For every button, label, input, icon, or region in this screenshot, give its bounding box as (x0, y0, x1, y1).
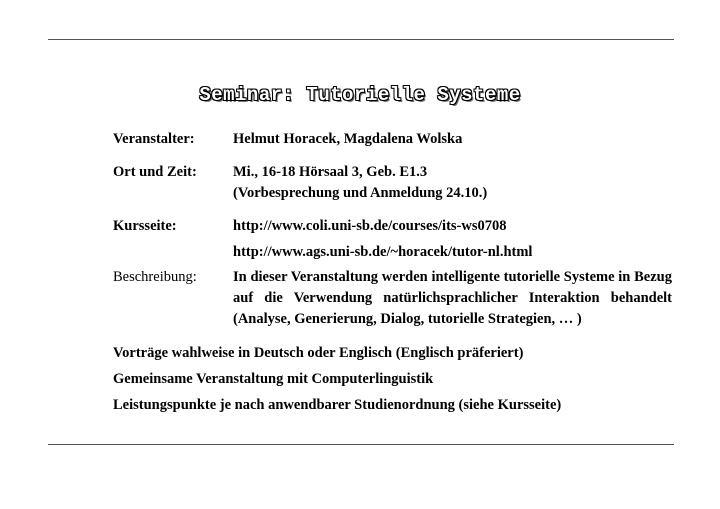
veranstalter-label: Veranstalter: (113, 131, 195, 147)
beschreibung-text: In dieser Veranstaltung werden intelligente tutorielle Systeme in Bezug auf die Verwendung natürlichsprachlicher Interaktion behandelt (Analyse, Generierung, Dialog, tutorielle Strategien, … ) (233, 269, 672, 327)
top-divider (48, 39, 674, 40)
kursseite-link-ags[interactable]: http://www.ags.uni-sb.de/~horacek/tutor-nl.html (233, 244, 533, 260)
beschreibung-label: Beschreibung: (113, 269, 197, 285)
page-title: Seminar: Tutorielle Systeme (199, 84, 521, 106)
kursseite-label: Kursseite: (113, 218, 177, 234)
bottom-divider (48, 444, 674, 445)
note-joint-course: Gemeinsame Veranstaltung mit Computerlinguistik (113, 371, 434, 387)
ort-zeit-preliminary-meeting: (Vorbesprechung und Anmeldung 24.10.) (233, 185, 488, 201)
ort-zeit-time-location: Mi., 16-18 Hörsaal 3, Geb. E1.3 (233, 164, 428, 180)
ort-zeit-label: Ort und Zeit: (113, 164, 197, 180)
note-credit-points: Leistungspunkte je nach anwendbarer Studienordnung (siehe Kursseite) (113, 397, 562, 413)
kursseite-link-coli[interactable]: http://www.coli.uni-sb.de/courses/its-ws0708 (233, 218, 507, 234)
note-language: Vorträge wahlweise in Deutsch oder Englisch (Englisch präferiert) (113, 345, 524, 361)
veranstalter-value: Helmut Horacek, Magdalena Wolska (233, 131, 463, 147)
